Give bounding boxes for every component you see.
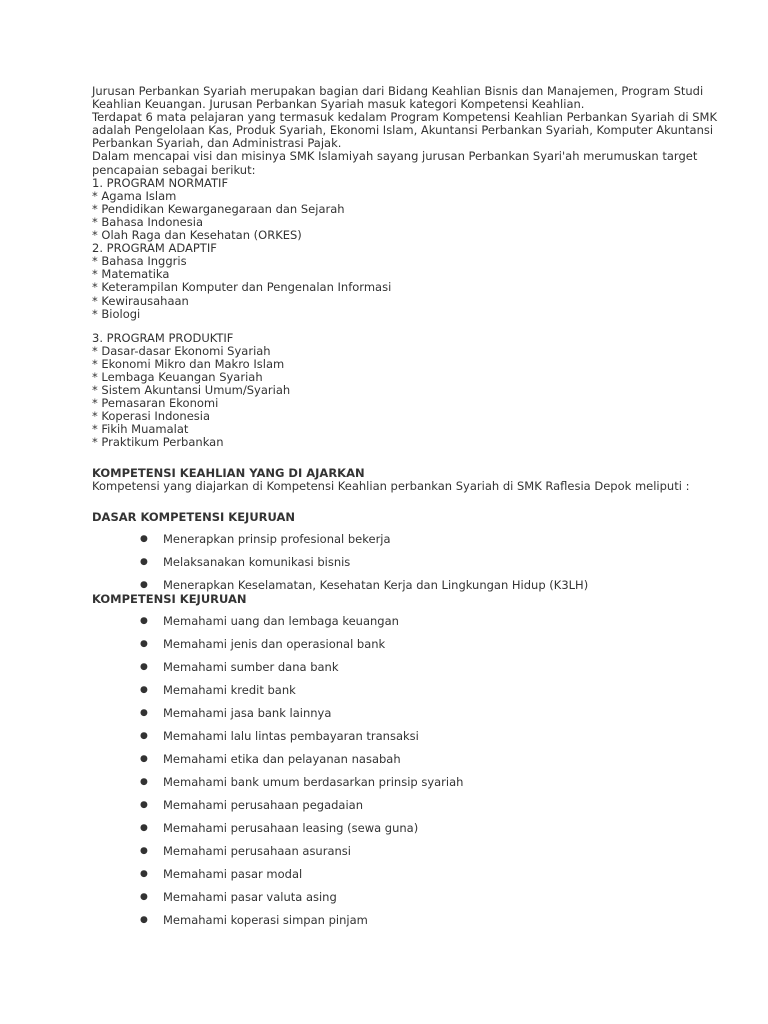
- bullet-icon: ●: [140, 661, 148, 672]
- list-item: * Dasar-dasar Ekonomi Syariah: [92, 343, 271, 358]
- list-item-label: Memahami bank umum berdasarkan prinsip syariah: [163, 774, 464, 789]
- list-item-label: Memahami perusahaan pegadaian: [163, 797, 363, 812]
- intro-text: [92, 85, 732, 321]
- text-line: pencapaian sebagai berikut:: [92, 162, 256, 177]
- list-item: * Pendidikan Kewarganegaraan dan Sejarah: [92, 201, 345, 216]
- list-item: [92, 578, 732, 601]
- bullet-icon: ●: [140, 638, 148, 649]
- bullet-icon: ●: [140, 891, 148, 902]
- list-item-label: Memahami perusahaan leasing (sewa guna): [163, 820, 419, 835]
- list-item: * Agama Islam: [92, 188, 177, 203]
- list-item: * Keterampilan Komputer dan Pengenalan Informasi: [92, 280, 392, 295]
- text-line: Perbankan Syariah, dan Administrasi Pajak.: [92, 136, 342, 151]
- list-item: * Fikih Muamalat: [92, 422, 189, 437]
- list-item: * Lembaga Keuangan Syariah: [92, 369, 263, 384]
- list-item: * Olah Raga dan Kesehatan (ORKES): [92, 228, 302, 243]
- list-item-label: Memahami perusahaan asuransi: [163, 843, 351, 858]
- list-item: [92, 821, 732, 844]
- kompetensi-section: [92, 466, 732, 493]
- list-item: * Koperasi Indonesia: [92, 409, 211, 424]
- text-line: adalah Pengelolaan Kas, Produk Syariah, Ekonomi Islam, Akuntansi Perbankan Syariah, Komputer Akuntansi: [92, 123, 714, 138]
- list-item: [92, 844, 732, 867]
- list-item: [92, 637, 732, 660]
- list-item-label: Memahami jenis dan operasional bank: [163, 636, 386, 651]
- list-item-label: Memahami pasar valuta asing: [163, 889, 337, 904]
- list-item: * Pemasaran Ekonomi: [92, 396, 219, 411]
- bullet-icon: ●: [140, 845, 148, 856]
- bullet-icon: ●: [140, 799, 148, 810]
- produktif-text: [92, 332, 732, 450]
- list-item: [92, 614, 732, 637]
- list-item-label: Memahami jasa bank lainnya: [163, 705, 332, 720]
- document-page: [92, 85, 732, 936]
- bullet-icon: ●: [140, 822, 148, 833]
- list-item: [92, 913, 732, 936]
- bullet-icon: ●: [140, 868, 148, 879]
- bullet-icon: ●: [140, 556, 148, 567]
- section-heading: DASAR KOMPETENSI KEJURUAN: [92, 509, 296, 524]
- list-item: [92, 729, 732, 752]
- list-item: * Praktikum Perbankan: [92, 435, 224, 450]
- list-item: * Kewirausahaan: [92, 293, 189, 308]
- list-item: * Matematika: [92, 267, 170, 282]
- list-item: * Sistem Akuntansi Umum/Syariah: [92, 383, 291, 398]
- list-item: [92, 555, 732, 578]
- dasar-section: [92, 510, 732, 601]
- bullet-icon: ●: [140, 776, 148, 787]
- list-item-label: Memahami kredit bank: [163, 682, 296, 697]
- bullet-icon: ●: [140, 684, 148, 695]
- list-item: [92, 706, 732, 729]
- bullet-icon: ●: [140, 914, 148, 925]
- list-item-label: Memahami pasar modal: [163, 866, 303, 881]
- list-item-label: Memahami lalu lintas pembayaran transaksi: [163, 728, 419, 743]
- list-item-label: Melaksanakan komunikasi bisnis: [163, 554, 351, 569]
- program-normatif-heading: 1. PROGRAM NORMATIF: [92, 175, 229, 190]
- list-item: [92, 775, 732, 798]
- list-item-label: Memahami etika dan pelayanan nasabah: [163, 751, 401, 766]
- section-heading: KOMPETENSI KEJURUAN: [92, 591, 247, 606]
- list-item: [92, 660, 732, 683]
- list-item: * Ekonomi Mikro dan Makro Islam: [92, 356, 285, 371]
- bullet-icon: ●: [140, 579, 148, 590]
- list-item: [92, 683, 732, 706]
- list-item-label: Memahami sumber dana bank: [163, 659, 339, 674]
- paragraph: Kompetensi yang diajarkan di Kompetensi Keahlian perbankan Syariah di SMK Raflesia Depok meliputi :: [92, 478, 690, 493]
- list-item: [92, 798, 732, 821]
- list-item: * Biologi: [92, 306, 141, 321]
- bullet-icon: ●: [140, 533, 148, 544]
- bullet-icon: ●: [140, 730, 148, 741]
- bullet-icon: ●: [140, 615, 148, 626]
- bullet-icon: ●: [140, 753, 148, 764]
- list-item: * Bahasa Indonesia: [92, 214, 203, 229]
- list-item-label: Menerapkan prinsip profesional bekerja: [163, 531, 391, 546]
- kejuruan-section: [92, 592, 732, 936]
- text-line: Keahlian Keuangan. Jurusan Perbankan Syariah masuk kategori Kompetensi Keahlian.: [92, 97, 585, 112]
- program-produktif-heading: 3. PROGRAM PRODUKTIF: [92, 330, 234, 345]
- list-item: [92, 532, 732, 555]
- list-item-label: Memahami uang dan lembaga keuangan: [163, 613, 399, 628]
- list-item: [92, 752, 732, 775]
- text-line: Terdapat 6 mata pelajaran yang termasuk kedalam Program Kompetensi Keahlian Perbankan Syariah di SMK: [92, 110, 717, 125]
- list-item-label: Menerapkan Keselamatan, Kesehatan Kerja dan Lingkungan Hidup (K3LH): [163, 577, 589, 592]
- list-item: * Bahasa Inggris: [92, 254, 187, 269]
- text-line: Jurusan Perbankan Syariah merupakan bagian dari Bidang Keahlian Bisnis dan Manajemen, Program Studi: [92, 84, 704, 98]
- text-line: Dalam mencapai visi dan misinya SMK Islamiyah sayang jurusan Perbankan Syari'ah merumuskan target: [92, 149, 698, 164]
- list-item: [92, 867, 732, 890]
- program-adaptif-heading: 2. PROGRAM ADAPTIF: [92, 241, 217, 256]
- bullet-list: [92, 532, 732, 601]
- bullet-list: [92, 614, 732, 936]
- section-heading: KOMPETENSI KEAHLIAN YANG DI AJARKAN: [92, 465, 365, 480]
- list-item-label: Memahami koperasi simpan pinjam: [163, 912, 368, 927]
- bullet-icon: ●: [140, 707, 148, 718]
- list-item: [92, 890, 732, 913]
